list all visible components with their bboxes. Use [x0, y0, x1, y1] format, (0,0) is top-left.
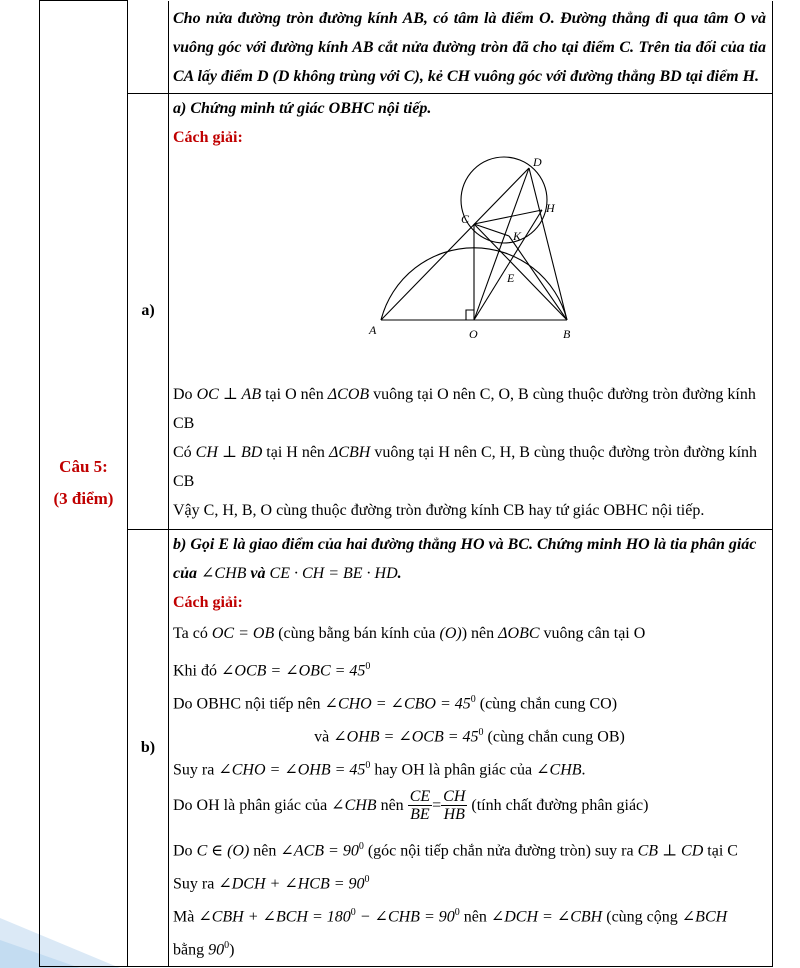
part-b-line-6: Do OH là phân giác của ∠CHB nên $\frac{CE}{BE}$ = $\frac{CH}{HB}$ (tính chất đường phân giác): [173, 788, 649, 824]
part-b-label: b): [128, 529, 169, 966]
empty-label-cell: [128, 1, 169, 94]
point-label-a: A: [369, 322, 377, 337]
part-a-solution-heading: Cách giải:: [173, 128, 243, 146]
part-b-line-3: Do OBHC nội tiếp nên ∠CHO = ∠CBO = $45^0$ (cùng chắn cung CO): [173, 693, 618, 712]
part-a-label: a): [128, 93, 169, 529]
solution-table: [39, 0, 773, 967]
part-b-line-2: Khi đó ∠OCB = ∠OBC = $45^0$: [173, 660, 371, 679]
part-b-line-8: Suy ra ∠DCH + ∠HCB = $90^0$: [173, 873, 370, 892]
question-cell: [40, 1, 128, 967]
point-label-d: D: [533, 154, 542, 169]
problem-statement: Cho nửa đường tròn đường kính AB, có tâm là điểm O. Đường thẳng đi qua tâm O và vuông góc với đường kính AB cắt nửa đường tròn đã cho tại điểm C. Trên tia đối của tia CA lấy điểm D (D không trùng với C), kẻ CH vuông góc với đường thẳng BD tại điểm H.: [173, 9, 766, 85]
part-a-line-3: Vậy C, H, B, O cùng thuộc đường tròn đường kính CB hay tứ giác OBHC nội tiếp.: [173, 501, 705, 519]
fraction-ch-hb: $\frac{CH}{HB}$: [443, 788, 466, 824]
point-label-b: B: [563, 326, 571, 341]
part-a-line-1: Do OC ⊥ AB tại O nên ΔCOB vuông tại O nên C, O, B cùng thuộc đường tròn đường kính CB: [173, 385, 756, 432]
point-label-e: E: [507, 270, 515, 285]
point-label-k: K: [513, 228, 522, 243]
point-label-h: H: [546, 200, 555, 215]
line-kb: [509, 236, 567, 320]
part-b-task: b) Gọi E là giao điểm của hai đường thẳng HO và BC. Chứng minh HO là tia phân giác của ∠CHB và CE · CH = BE · HD.: [173, 535, 757, 582]
part-b-line-9: Mà ∠CBH + ∠BCH = $180^0$ − ∠CHB = $90^0$ nên ∠DCH = ∠CBH (cùng cộng ∠BCH: [173, 906, 728, 925]
part-b-line-10: bằng $90^0$): [173, 939, 235, 958]
part-b-line-1: Ta có OC = OB (cùng bằng bán kính của (O)) nên ΔOBC vuông cân tại O: [173, 624, 646, 642]
fraction-ce-be: $\frac{CE}{BE}$: [409, 788, 431, 824]
geometry-figure: [173, 152, 766, 380]
question-label: Câu 5:: [59, 457, 108, 477]
part-b-line-4: và ∠OHB = ∠OCB = $45^0$ (cùng chắn cung OB): [314, 726, 625, 745]
part-b-line-7: Do C ∈ (O) nên ∠ACB = $90^0$ (góc nội tiếp chắn nửa đường tròn) suy ra CB ⊥ CD tại C: [173, 840, 738, 859]
part-a-line-2: Có CH ⊥ BD tại H nên ΔCBH vuông tại H nên C, H, B cùng thuộc đường tròn đường kính CB: [173, 443, 758, 490]
question-points: (3 điểm): [53, 489, 114, 509]
geometry-diagram: [173, 152, 773, 380]
part-b-line-5: Suy ra ∠CHO = ∠OHB = $45^0$ hay OH là phân giác của ∠CHB.: [173, 759, 586, 778]
line-ad: [381, 168, 529, 320]
point-label-o: O: [469, 326, 478, 341]
right-angle-mark: [466, 310, 474, 320]
point-label-c: C: [461, 211, 470, 226]
line-db: [529, 168, 567, 320]
line-ch: [474, 210, 542, 224]
part-b-solution-heading: Cách giải:: [173, 593, 243, 611]
part-a-task: a) Chứng minh tứ giác OBHC nội tiếp.: [173, 99, 432, 117]
